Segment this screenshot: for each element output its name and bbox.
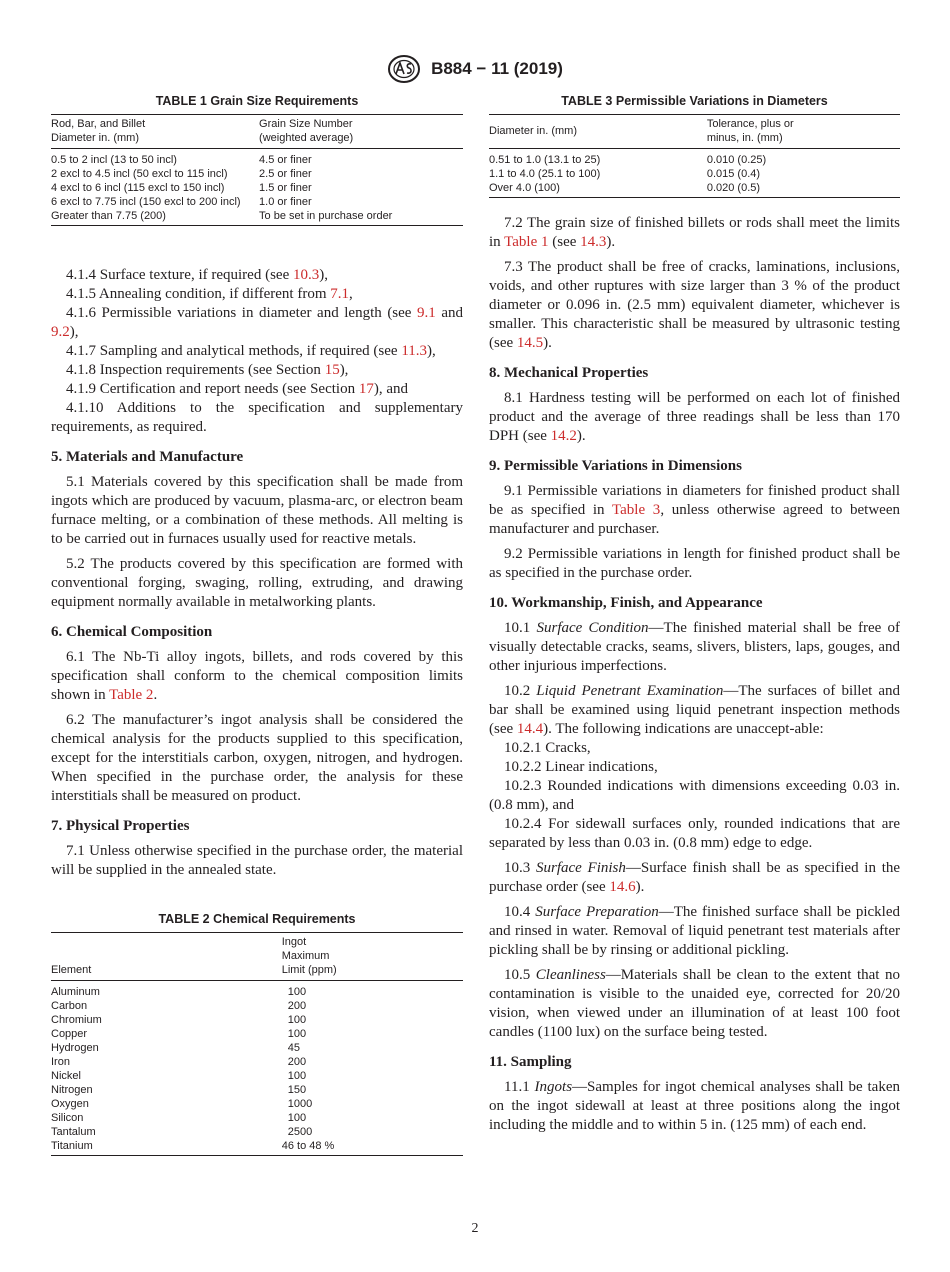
ref-link[interactable]: 10.3: [293, 267, 320, 283]
clause-10-4: 10.4 Surface Preparation—The finished surface shall be pickled and rinsed in water. Removal of liquid penetrant test materials after pickling shall be by rinsing or additional pickling.: [489, 904, 900, 958]
ref-link[interactable]: 11.3: [401, 343, 428, 359]
clause-8-1: 8.1 Hardness testing will be performed on each lot of finished product and the average of three readings shall be less than 170 DPH (see 14.2).: [489, 390, 900, 444]
ref-link[interactable]: 14.2: [550, 428, 577, 444]
table2-chemical: [51, 932, 463, 1156]
table1-col-header: Rod, Bar, and Billet Diameter in. (mm): [51, 118, 146, 144]
table-row: Copper 100: [51, 1028, 307, 1040]
ref-link[interactable]: 14.5: [516, 335, 544, 351]
section-heading: 9. Permissible Variations in Dimensions: [489, 458, 742, 474]
clause-7-2: 7.2 The grain size of finished billets or rods shall meet the limits in Table 1 (see 14.3).: [489, 215, 900, 250]
section-heading: 10. Workmanship, Finish, and Appearance: [489, 595, 763, 611]
table3-title: TABLE 3 Permissible Variations in Diameters: [561, 94, 828, 108]
clause-4-1-7: 4.1.7 Sampling and analytical methods, if required (see 11.3),: [66, 343, 436, 359]
left-column: [51, 94, 463, 1156]
table1-col-header: Grain Size Number (weighted average): [259, 118, 354, 144]
clause-9-1: 9.1 Permissible variations in diameters for finished product shall be as specified in Table 3, unless otherwise agreed to between manufacturer and purchaser.: [489, 483, 900, 537]
table-row: Over 4.0 (100) 0.020 (0.5): [489, 182, 761, 194]
table-row: 6 excl to 7.75 incl (150 excl to 200 incl) 1.0 or finer: [51, 196, 312, 208]
page-header: [0, 54, 950, 84]
page-number: 2: [471, 1221, 479, 1236]
table-row: Titanium 46 to 48 %: [51, 1140, 335, 1152]
ref-link[interactable]: 14.3: [580, 234, 607, 250]
clause-10-2: 10.2 Liquid Penetrant Examination—The surfaces of billet and bar shall be examined using liquid penetrant inspection methods (see 14.4). The following indications are unaccept-able:: [489, 683, 900, 737]
section-heading: 5. Materials and Manufacture: [51, 449, 244, 465]
section-heading: 7. Physical Properties: [51, 818, 190, 834]
clause-10-2-1: 10.2.1 Cracks,: [504, 740, 591, 756]
ref-link[interactable]: 14.4: [516, 721, 544, 737]
ref-link[interactable]: Table 1: [504, 234, 549, 250]
section-heading: 11. Sampling: [489, 1054, 572, 1070]
table2-title: TABLE 2 Chemical Requirements: [158, 912, 356, 926]
table-row: 0.5 to 2 incl (13 to 50 incl) 4.5 or finer: [51, 154, 312, 166]
clause-10-3: 10.3 Surface Finish—Surface finish shall be as specified in the purchase order (see 14.6).: [489, 860, 901, 895]
ref-link[interactable]: 9.1: [417, 305, 436, 321]
table-row: Nickel 100: [51, 1070, 307, 1082]
clause-6-1: 6.1 The Nb-Ti alloy ingots, billets, and rods covered by this specification shall conform to the chemical composition limits shown in Table 2.: [51, 649, 463, 703]
clause-11-1: 11.1 Ingots—Samples for ingot chemical analyses shall be taken on the ingot sidewall at least at three positions along the ingot including the middle and to within 5 in. (125 mm) of each end.: [489, 1079, 901, 1133]
table-row: Tantalum 2500: [51, 1126, 313, 1138]
table-row: Nitrogen 150: [51, 1084, 307, 1096]
ref-link[interactable]: 14.6: [609, 879, 636, 895]
clause-4-1-4: 4.1.4 Surface texture, if required (see 10.3),: [66, 267, 328, 283]
table-row: 4 excl to 6 incl (115 excl to 150 incl) 1.5 or finer: [51, 182, 312, 194]
table1-grain-size: [51, 114, 463, 226]
clause-9-2: 9.2 Permissible variations in length for finished product shall be as specified in the purchase order.: [489, 546, 900, 581]
table-row: Aluminum 100: [51, 986, 307, 998]
table3-diameters: [489, 114, 900, 198]
clause-7-1: 7.1 Unless otherwise specified in the purchase order, the material will be supplied in the annealed state.: [51, 843, 463, 878]
right-column: [489, 94, 900, 1135]
clause-10-1: 10.1 Surface Condition—The finished material shall be free of visually detectable cracks, seams, slivers, blisters, laps, gouges, and other injurious imperfections.: [489, 620, 901, 674]
ref-link[interactable]: 7.1: [330, 286, 350, 302]
clause-4-1-9: 4.1.9 Certification and report needs (see Section 17), and: [66, 381, 408, 397]
clause-5-1: 5.1 Materials covered by this specification shall be made from ingots which are produced by vacuum, plasma-arc, or electron beam furnace melting, or a combination of these methods. All melting is to be carried out in furnaces usually used for reactive metals.: [51, 474, 463, 547]
clause-6-2: 6.2 The manufacturer’s ingot analysis shall be considered the chemical analysis for the products supplied to this specification, except for the interstitials carbon, oxygen, nitrogen, and hydrogen. When specified in the purchase order, the analysis for these interstitials shall be measured on product.: [51, 712, 463, 804]
clause-10-2-3: 10.2.3 Rounded indications with dimensions exceeding 0.03 in. (0.8 mm), and: [489, 778, 900, 813]
ref-link[interactable]: 15: [324, 362, 340, 378]
clause-10-2-4: 10.2.4 For sidewall surfaces only, rounded indications that are separated by less than 0.03 in. (0.8 mm) edge to edge.: [489, 816, 900, 851]
ref-link[interactable]: 9.2: [51, 324, 70, 340]
table-row: Iron 200: [51, 1056, 307, 1068]
astm-logo-icon: [387, 54, 421, 84]
ref-link[interactable]: 17: [358, 381, 374, 397]
clause-5-2: 5.2 The products covered by this specification are formed with conventional forging, swaging, rolling, extruding, and drawing equipment normally available in metalworking plants.: [51, 556, 463, 610]
table-row: Chromium 100: [51, 1014, 307, 1026]
clause-10-2-2: 10.2.2 Linear indications,: [504, 759, 658, 775]
ref-link[interactable]: Table 3: [612, 502, 661, 518]
table-row: Oxygen 1000: [51, 1098, 313, 1110]
section-heading: 8. Mechanical Properties: [489, 365, 649, 381]
table3-col-header: Tolerance, plus or minus, in. (mm): [706, 118, 794, 144]
table2-col-header: Element: [51, 964, 92, 976]
table1-title: TABLE 1 Grain Size Requirements: [155, 94, 359, 108]
clause-10-5: 10.5 Cleanliness—Materials shall be clean to the extent that no contamination is visible to the unaided eye, corrected for 20/20 vision, when viewed under an illumination of at least 100 foot candles (1100 lux) on the surface being tested.: [489, 967, 900, 1040]
table2-col-header: Ingot Maximum Limit (ppm): [281, 936, 337, 976]
clause-7-3: 7.3 The product shall be free of cracks, laminations, inclusions, voids, and other ruptures with size larger than 3 % of the product diameter or 0.096 in. (2.5 mm) equivalent diameter, whichever is smaller. This characteristic shall be measured by ultrasonic testing (see 14.5).: [489, 259, 900, 351]
ref-link[interactable]: Table 2: [109, 687, 154, 703]
clause-4-1-10: 4.1.10 Additions to the specification and supplementary requirements, as required.: [51, 400, 463, 435]
document-code: B884 − 11 (2019): [431, 59, 563, 78]
table-row: Carbon 200: [51, 1000, 307, 1012]
table-row: Silicon 100: [51, 1112, 307, 1124]
table-row: 0.51 to 1.0 (13.1 to 25) 0.010 (0.25): [489, 154, 767, 166]
clause-4-1-8: 4.1.8 Inspection requirements (see Section 15),: [66, 362, 349, 378]
section-heading: 6. Chemical Composition: [51, 624, 213, 640]
table-row: 1.1 to 4.0 (25.1 to 100) 0.015 (0.4): [489, 168, 761, 180]
table-row: 2 excl to 4.5 incl (50 excl to 115 incl) 2.5 or finer: [51, 168, 312, 180]
table-row: Hydrogen 45: [51, 1042, 300, 1054]
table3-col-header: Diameter in. (mm): [489, 125, 578, 137]
clause-4-1-6: 4.1.6 Permissible variations in diameter and length (see 9.1 and 9.2),: [51, 305, 463, 340]
table-row: Greater than 7.75 (200) To be set in purchase order: [51, 210, 393, 222]
clause-4-1-5: 4.1.5 Annealing condition, if different from 7.1,: [66, 286, 353, 302]
